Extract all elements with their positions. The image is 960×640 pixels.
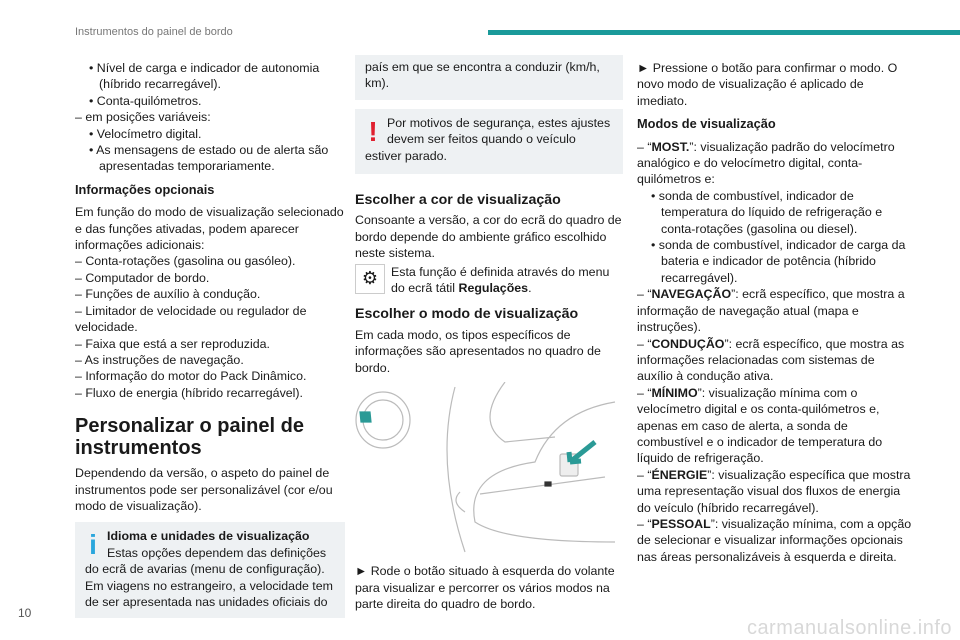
warning-box (355, 109, 623, 174)
paragraph: Consoante a versão, a cor do ecrã do quadro de bordo depende do ambiente gráfico escolhido neste sistema. (355, 213, 622, 261)
instruction: ► Pressione o botão para confirmar o modo. O novo modo de visualização é aplicado de imediato. (637, 61, 898, 108)
dash-item: – Informação do motor do Pack Dinâmico. (75, 369, 307, 384)
column-left (75, 60, 345, 624)
bullet-item: • sonda de combustível, indicador de carga da bateria e indicador de potência (híbrido recarregável). (651, 238, 906, 285)
header-accent-bar (488, 30, 960, 35)
info-text: Estas opções dependem das definições do ecrã de avarias (menu de configuração). Em viagens no estrangeiro, a velocidade tem de ser apresentada nas unidades oficiais do (85, 545, 333, 609)
subheading: Escolher o modo de visualização (355, 306, 579, 323)
dash-item: – em posições variáveis: (75, 110, 211, 125)
paragraph: Em função do modo de visualização selecionado e das funções ativadas, podem aparecer informações adicionais: (75, 205, 344, 253)
bullet-item: • Nível de carga e indicador de autonomia (híbrido recarregável). (89, 61, 320, 92)
info-box (75, 522, 345, 618)
bullet-item: • sonda de combustível, indicador de temperatura do líquido de refrigeração e conta-rotações (gasolina ou diesel). (651, 188, 883, 236)
instruction: ► Rode o botão situado à esquerda do volante para visualizar e percorrer os vários modos na parte direita do quadro de bordo. (355, 564, 615, 611)
steering-wheel-illustration (355, 382, 620, 557)
menu-name: Regulações (458, 281, 529, 296)
bullet-item: • Conta-quilómetros. (89, 93, 202, 108)
settings-note: ⚙ Esta função é definida através do menu do ecrã tátil Regulações. (355, 264, 623, 297)
warning-text: Por motivos de segurança, estes ajustes devem ser feitos quando o veículo estiver parado. (365, 115, 611, 163)
dash-item: – As instruções de navegação. (75, 352, 244, 367)
mode-navegacao: – “NAVEGAÇÃO”: ecrã específico, que mostra a informação de navegação atual (mapa e instruções). (637, 287, 905, 335)
paragraph: Em cada modo, os tipos específicos de informações são apresentados no quadro de bordo. (355, 327, 601, 375)
watermark: carmanualsonline.info (746, 616, 952, 639)
subheading: Escolher a cor de visualização (355, 192, 561, 209)
bullet-item: • As mensagens de estado ou de alerta são apresentadas temporariamente. (89, 143, 329, 174)
dash-item: – Fluxo de energia (híbrido recarregável). (75, 385, 303, 400)
note-text: Esta função é definida através do menu do ecrã tátil (391, 264, 610, 296)
page-number: 10 (18, 606, 32, 620)
dash-item: – Computador de bordo. (75, 270, 210, 285)
info-title: Idioma e unidades de visualização (107, 529, 310, 544)
info-text: país em que se encontra a conduzir (km/h, km). (365, 60, 600, 91)
section-title: Personalizar o painel de instrumentos (75, 415, 304, 460)
mode-pessoal: – “PESSOAL”: visualização mínima, com a opção de selecionar e visualizar informações opcionais nas áreas personalizáveis à esquerda e direita. (637, 516, 912, 564)
mode-energie: – “ÉNERGIE”: visualização específica que mostra uma representação visual dos fluxos de energia do veículo (híbrido recarregável). (637, 467, 911, 515)
dash-item: – Faixa que está a ser reproduzida. (75, 336, 270, 351)
dash-item: – Funções de auxílio à condução. (75, 287, 261, 302)
dash-item: – Conta-rotações (gasolina ou gasóleo). (75, 254, 296, 269)
info-box-continued (355, 55, 623, 100)
running-header: Instrumentos do painel de bordo (75, 26, 233, 38)
info-icon: i (89, 529, 97, 561)
dash-item: – Limitador de velocidade ou regulador de velocidade. (75, 303, 307, 335)
subheading: Informações opcionais (75, 181, 215, 197)
column-middle (355, 55, 623, 612)
subheading: Modos de visualização (637, 116, 776, 132)
mode-minimo: – “MÍNIMO”: visualização mínima com o velocímetro digital e os conta-quilómetros e, apenas em caso de alerta, a sonda de combustível e o indicador de temperatura do líquido de refrigeração. (637, 385, 883, 466)
bullet-item: • Velocímetro digital. (89, 126, 202, 141)
mode-most: – “MOST.”: visualização padrão do velocímetro analógico e do velocímetro digital, conta-quilómetros e: (637, 139, 895, 187)
mode-conducao: – “CONDUÇÃO”: ecrã específico, que mostra as informações relacionadas com sistemas de auxílio à condução ativa. (637, 336, 905, 384)
warning-icon: ! (368, 115, 378, 147)
paragraph: Dependendo da versão, o aspeto do painel de instrumentos pode ser personalizável (cor e/ou modo de visualização). (75, 466, 333, 513)
column-right (637, 60, 912, 565)
gear-icon: ⚙ (355, 264, 385, 294)
